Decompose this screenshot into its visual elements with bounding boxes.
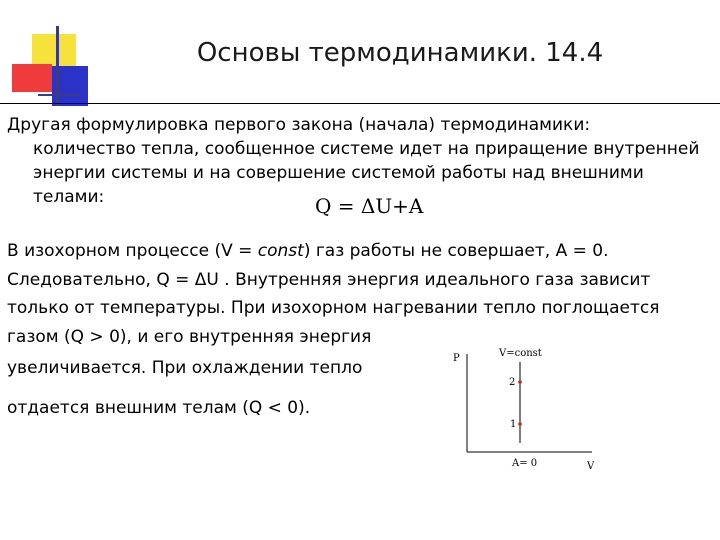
isochoric-line-3: только от температуры. При изохорном нагревании тепло поглощается xyxy=(7,298,660,318)
isochoric-line-6: отдается внешним телам (Q < 0). xyxy=(7,398,311,418)
const-label: V=const xyxy=(499,348,542,359)
pv-diagram xyxy=(440,340,620,475)
first-law-formula: Q = ΔU+A xyxy=(315,194,424,218)
isochoric-line-1 xyxy=(7,237,713,266)
isochoric-line-1-a: В изохорном процессе (V = xyxy=(7,241,258,261)
p-axis-label: P xyxy=(453,353,460,364)
isochoric-line-2: Следовательно, Q = ΔU . Внутренняя энергия идеального газа зависит xyxy=(7,269,651,290)
v-axis-label: V xyxy=(587,461,595,472)
isochoric-line-1-b: ) газ работы не совершает, A = 0. xyxy=(303,241,609,261)
work-label: A= 0 xyxy=(512,458,538,469)
state-label-1: 1 xyxy=(510,419,517,430)
state-label-2: 2 xyxy=(509,377,516,388)
title-divider xyxy=(0,103,720,104)
slide-title: Основы термодинамики. 14.4 xyxy=(196,38,604,68)
decor-horizontal-line xyxy=(38,94,80,96)
isochoric-line-5: увеличивается. При охлаждении тепло xyxy=(7,358,363,378)
first-law-intro: Другая формулировка первого закона (начала) термодинамики: xyxy=(7,115,591,135)
isochoric-paragraph xyxy=(7,237,713,351)
isochoric-line-4: газом (Q > 0), и его внутренняя энергия xyxy=(7,326,372,347)
decor-red-square xyxy=(12,64,52,92)
state-point-2 xyxy=(518,380,522,384)
const-word: const xyxy=(257,241,304,261)
first-law-statement: количество тепла, сообщенное системе идет на приращение внутренней энергии системы и на совершение системой работы над внешними телами: xyxy=(33,139,700,207)
state-point-1 xyxy=(518,422,522,426)
